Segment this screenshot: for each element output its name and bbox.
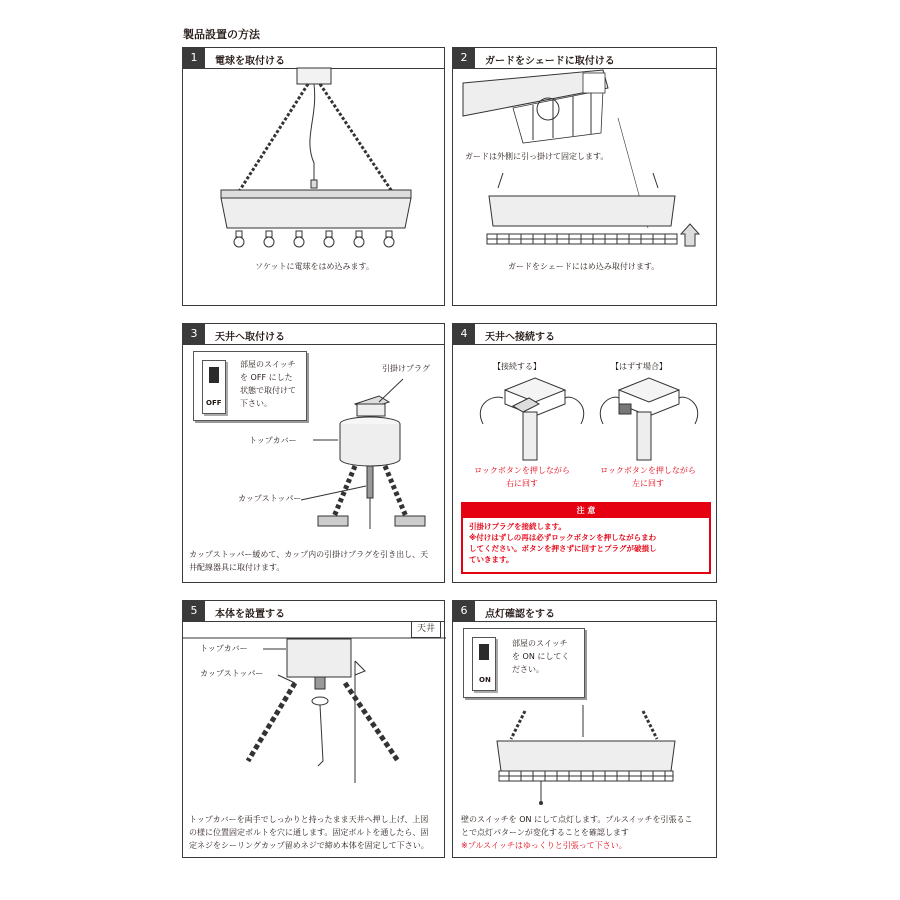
- switch-label: ON: [479, 676, 491, 684]
- light-bulbs: [234, 231, 394, 247]
- caution-heading: 注 意: [463, 504, 709, 518]
- step-caption: ソケットに電球をはめ込みます。: [255, 262, 374, 271]
- label-top-cover: トップカバー: [249, 436, 297, 445]
- step-number: 5: [183, 601, 205, 621]
- step-2-panel: [452, 47, 717, 306]
- guard-note: ガードは外側に引っ掛けて固定します。: [465, 152, 609, 161]
- label-cup-stopper: カップストッパー: [238, 494, 302, 503]
- switch-label: OFF: [206, 399, 222, 407]
- switch-note: 部屋のスイッチ を OFF にした 状態で取付けて 下さい。: [240, 360, 296, 408]
- step-caption: トップカバーを両手でしっかりと持ったまま天井へ押し上げ、上図 の様に位置固定ボルトを穴に通します。固定ボルトを通したら、固 定ネジをシーリングカップ留めネジで締め本体を固定して下さい。: [189, 815, 429, 850]
- up-arrow-icon: [681, 224, 699, 246]
- remove-instruction: ロックボタンを押しながら 左に回す: [600, 466, 696, 488]
- step-5-panel: [182, 600, 445, 858]
- label-top-cover: トップカバー: [200, 644, 248, 653]
- shade-with-guard: [487, 173, 677, 244]
- label-cup-stopper: カップストッパー: [200, 669, 264, 678]
- switch-note: 部屋のスイッチ を ON にしてく ださい。: [512, 639, 570, 674]
- connect-label: 【接続する】: [493, 362, 541, 371]
- step-number: 1: [183, 48, 205, 68]
- ceiling-tag: 天井: [411, 621, 441, 638]
- remove-label: 【はずす場合】: [611, 362, 667, 371]
- connect-instruction: ロックボタンを押しながら 右に回す: [474, 466, 570, 488]
- step-caption: 壁のスイッチを ON にして点灯します。プルスイッチを引張るこ とで点灯パターンが変化することを確認します: [461, 815, 693, 837]
- step-title: 電球を取付ける: [215, 56, 285, 67]
- step-title: 点灯確認をする: [485, 609, 555, 620]
- step-caption: カップストッパー緩めて、カップ内の引掛けプラグを引き出し、天 井配線器具に取付けます。: [189, 550, 429, 572]
- step-title: 本体を設置する: [215, 609, 285, 620]
- step-caption-warning: ※プルスイッチはゆっくりと引張って下さい。: [461, 841, 627, 850]
- page-title: 製品設置の方法: [183, 28, 260, 41]
- step-number: 6: [453, 601, 475, 621]
- step-number: 4: [453, 324, 475, 344]
- pull-switch-icon: [539, 801, 543, 805]
- step-number: 3: [183, 324, 205, 344]
- caution-text: 引掛けプラグを接続します。 ※付けはずしの再は必ずロックボタンを押しながらまわ してください。ボタンを押さずに回すとプラグが破損し ていきます。: [469, 522, 657, 564]
- step-6-panel: [452, 600, 717, 858]
- step-title: 天井へ取付ける: [215, 332, 285, 343]
- step-3-panel: [182, 323, 445, 583]
- step-title: ガードをシェードに取付ける: [485, 56, 615, 67]
- step-1-panel: [182, 47, 445, 306]
- caution-box: [461, 502, 711, 574]
- step-caption: ガードをシェードにはめ込み取付けます。: [508, 262, 660, 271]
- label-plug: 引掛けプラグ: [382, 364, 430, 373]
- step-number: 2: [453, 48, 475, 68]
- step-title: 天井へ接続する: [485, 332, 555, 343]
- step-4-panel: [452, 323, 717, 583]
